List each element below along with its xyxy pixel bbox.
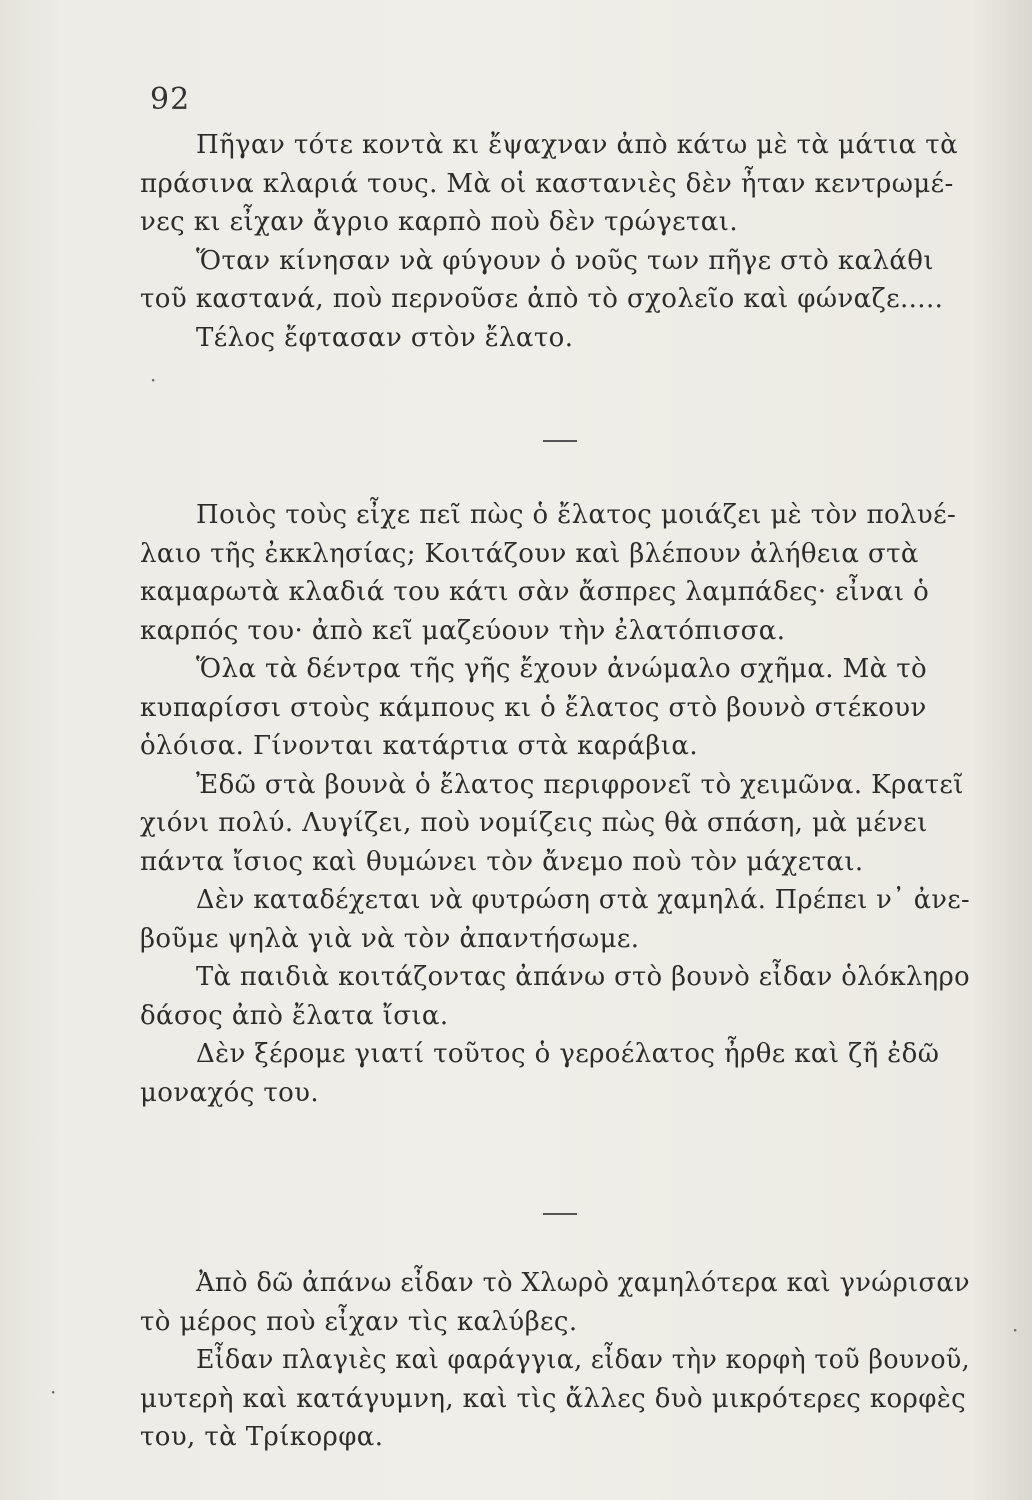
margin-dot-mark: · [150, 368, 157, 392]
text-line: Δὲν ξέρομε γιατί τοῦτος ὁ γεροέλατος ἦρθε καὶ ζῆ ἐδῶ [196, 1039, 940, 1069]
text-line: του, τὰ Τρίκορφα. [140, 1422, 384, 1452]
text-line: κυπαρίσσι στοὺς κάμπους κι ὁ ἔλατος στὸ βουνὸ στέκουν [140, 692, 927, 723]
text-line: ὁλόισα. Γίνονται κατάρτια στὰ καράβια. [140, 731, 699, 761]
text-line: λαιο τῆς ἐκκλησίας; Κοιτάζουν καὶ βλέπουν ἀλήθεια στὰ [140, 538, 919, 569]
text-line: πάντα ἴσιος καὶ θυμώνει τὸν ἄνεμο ποὺ τὸν μάχεται. [140, 846, 864, 877]
text-line: Ἀπὸ δῶ ἀπάνω εἶδαν τὸ Χλωρὸ χαμηλότερα καὶ γνώρισαν [196, 1268, 970, 1298]
margin-dot-mark: · [50, 1380, 57, 1404]
text-line: Ποιὸς τοὺς εἶχε πεῖ πὼς ὁ ἔλατος μοιάζει μὲ τὸν πολυέ- [196, 500, 957, 530]
section-separator [543, 1213, 577, 1215]
text-line: Ὅλα τὰ δέντρα τῆς γῆς ἔχουν ἀνώμαλο σχῆμα. Μὰ τὸ [196, 654, 928, 684]
text-line: Δὲν καταδέχεται νὰ φυτρώση στὰ χαμηλά. Πρέπει ν᾽ ἀνε- [196, 885, 970, 915]
text-line: νες κι εἶχαν ἄγριο καρπὸ ποὺ δὲν τρώγεται. [140, 207, 739, 237]
text-section-3 [140, 1264, 970, 1457]
text-line: καρπός του· ἀπὸ κεῖ μαζεύουν τὴν ἐλατόπισσα. [140, 615, 786, 646]
margin-dot-mark: · [1012, 1318, 1019, 1342]
text-line: τὸ μέρος ποὺ εἶχαν τὶς καλύβες. [140, 1306, 578, 1337]
text-line: Πῆγαν τότε κοντὰ κι ἔψαχναν ἀπὸ κάτω μὲ τὰ μάτια τὰ [196, 130, 959, 160]
text-line: καμαρωτὰ κλαδιά του κάτι σὰν ἄσπρες λαμπάδες· εἶναι ὁ [140, 577, 930, 607]
section-separator [543, 440, 577, 442]
text-line: μυτερὴ καὶ κατάγυμνη, καὶ τὶς ἄλλες δυὸ μικρότερες κορφὲς [140, 1383, 967, 1414]
text-line: Τέλος ἔφτασαν στὸν ἔλατο. [196, 322, 574, 353]
text-line: τοῦ καστανά, ποὺ περνοῦσε ἀπὸ τὸ σχολεῖο καὶ φώναζε..... [140, 284, 944, 314]
text-line: μοναχός του. [140, 1077, 320, 1108]
text-line: πράσινα κλαριά τους. Μὰ οἱ καστανιὲς δὲν ἦταν κεντρωμέ- [140, 168, 954, 199]
text-section-2 [140, 496, 970, 1112]
text-section-1 [140, 126, 970, 357]
text-line: Εἶδαν πλαγιὲς καὶ φαράγγια, εἶδαν τὴν κορφὴ τοῦ βουνοῦ, [196, 1345, 970, 1375]
page-number: 92 [150, 82, 191, 117]
text-line: Ὅταν κίνησαν νὰ φύγουν ὁ νοῦς των πῆγε στὸ καλάθι [196, 245, 934, 276]
text-line: δάσος ἀπὸ ἔλατα ἴσια. [140, 1000, 449, 1031]
text-line: Τὰ παιδιὰ κοιτάζοντας ἀπάνω στὸ βουνὸ εἶδαν ὁλόκληρο [196, 962, 970, 992]
text-line: Ἐδῶ στὰ βουνὰ ὁ ἔλατος περιφρονεῖ τὸ χειμῶνα. Κρατεῖ [196, 769, 964, 800]
text-line: βοῦμε ψηλὰ γιὰ νὰ τὸν ἀπαντήσωμε. [140, 923, 640, 954]
text-line: χιόνι πολύ. Λυγίζει, ποὺ νομίζεις πὼς θὰ σπάση, μὰ μένει [140, 808, 928, 838]
